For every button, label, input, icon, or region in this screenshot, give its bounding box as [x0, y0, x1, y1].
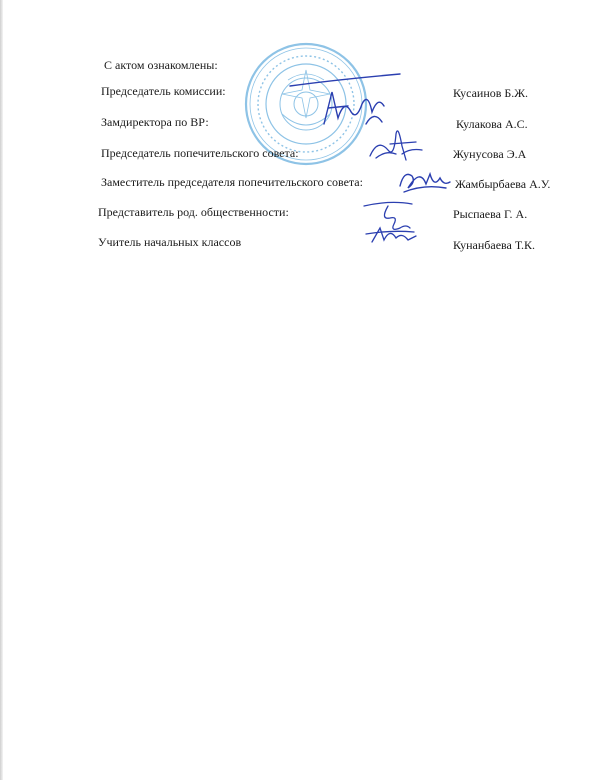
row-title-trustee-chair: Председатель попечительского совета:: [101, 146, 299, 160]
signature-trustee-chair: [366, 120, 426, 164]
page-edge-shadow: [0, 0, 3, 780]
row-name-deputy-director: Кулакова А.С.: [456, 117, 528, 131]
row-title-deputy-director: Замдиректора по ВР:: [101, 115, 209, 129]
signature-parents-rep: [360, 198, 430, 248]
row-name-trustee-chair: Жунусова Э.А: [453, 147, 527, 161]
signature-trustee-deputy: [396, 166, 452, 196]
row-title-primary-teacher: Учитель начальных классов: [98, 235, 242, 249]
row-title-parents-rep: Представитель род. общественности:: [98, 205, 289, 219]
acknowledgement-heading: С актом ознакомлены:: [104, 58, 218, 72]
row-title-chairman: Председатель комиссии:: [101, 84, 226, 98]
row-title-trustee-deputy: Заместитель председателя попечительского совета:: [101, 175, 363, 189]
row-name-primary-teacher: Кунанбаева Т.К.: [453, 238, 535, 252]
row-name-parents-rep: Рыспаева Г. А.: [453, 207, 528, 221]
row-name-chairman: Кусаинов Б.Ж.: [453, 86, 529, 100]
row-name-trustee-deputy: Жамбырбаева А.У.: [455, 177, 551, 191]
